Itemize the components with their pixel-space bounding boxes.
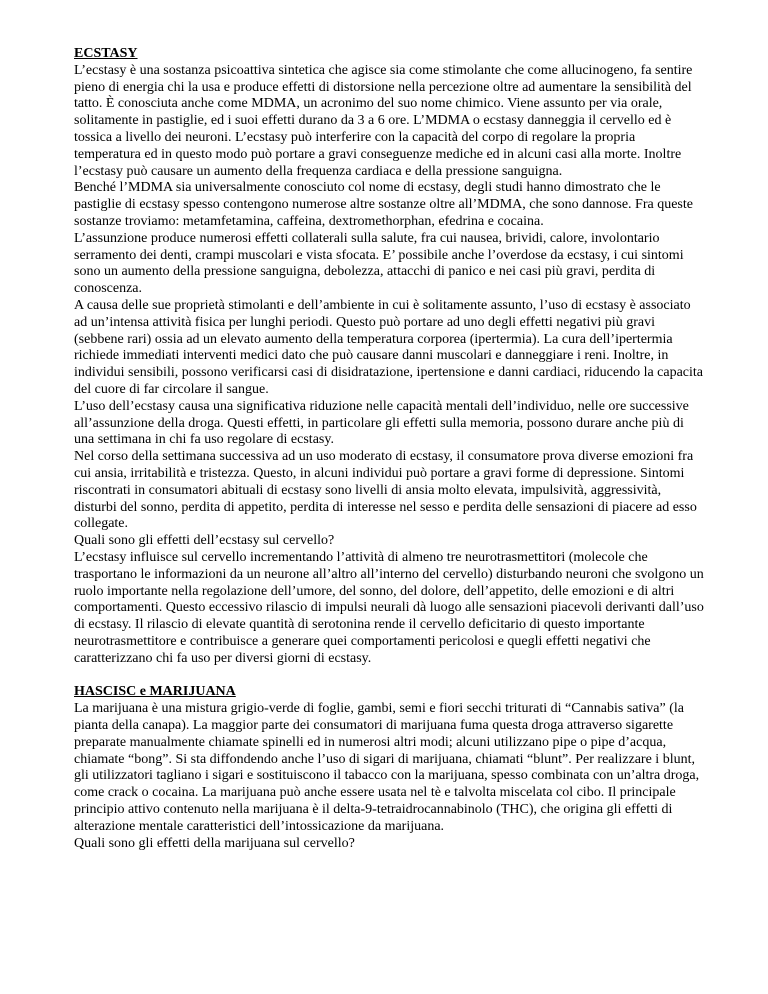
paragraph: L’assunzione produce numerosi effetti collaterali sulla salute, fra cui nausea, brividi, calore, involontario serramento dei denti, crampi muscolari e vista sfocata. E’ possibile anche l’overdose da ecstasy, i cui sintomi sono un aumento della pressione sanguigna, debolezza, attacchi di panico e nei casi più gravi, perdita di conoscenza. (74, 230, 684, 297)
paragraph: L’ecstasy influisce sul cervello incrementando l’attività di almeno tre neurotrasmettitori (molecole che trasportano le informazioni da un neurone all’altro all’interno del cervello) disturbando neuroni che svolgono un ruolo importante nella regolazione dell’umore, del sonno, del dolore, dell’appetito, delle emozioni e di altri comportamenti. Questo eccessivo rilascio di impulsi neurali dà luogo alle sensazioni piacevoli derivanti dall’uso di ecstasy. Il rilascio di elevate quantità di serotonina rende il cervello deficitario di questo importante neurotrasmettitore e contribuisce a generare quei comportamenti pericolosi e quegli effetti negativi che caratterizzano chi fa uso per diversi giorni di ecstasy. (74, 549, 704, 666)
paragraph: La marijuana è una mistura grigio-verde di foglie, gambi, semi e fiori secchi triturati di “Cannabis sativa” (la pianta della canapa). La maggior parte dei consumatori di marijuana fuma questa droga attraverso sigarette preparate manualmente chiamate spinelli ed in numerosi altri modi; alcuni utilizzano pipe o pipe d’acqua, chiamate “bong”. Si sta diffondendo anche l’uso di sigari di marijuana, chiamati “blunt”. Per realizzare i blunt, gli utilizzatori tagliano i sigari e sostituiscono il tabacco con la marijuana, spesso combinata con un’altra droga, come crack o cocaina. La marijuana può anche essere usata nel tè e talvolta miscelata col cibo. Il principale principio attivo contenuto nella marijuana è il delta-9-tetraidrocannabinolo (THC), che origina gli effetti di alterazione mentale caratteristici dell’intossicazione da marijuana. (74, 701, 700, 834)
paragraph: L’uso dell’ecstasy causa una significativa riduzione nelle capacità mentali dell’individuo, nelle ore successive all’assunzione della droga. Questi effetti, in particolare gli effetti sulla memoria, possono durare anche più di una settimana in chi fa uso regolare di ecstasy. (74, 398, 689, 448)
paragraph: L’ecstasy è una sostanza psicoattiva sintetica che agisce sia come stimolante che come allucinogeno, fa sentire pieno di energia chi la usa e produce effetti di distorsione nella percezione oltre ad aumentare la sensibilità del tatto. È conosciuta anche come MDMA, un acronimo del suo nome chimico. Viene assunto per via orale, solitamente in pastiglie, ed i suoi effetti durano da 3 a 6 ore. L’MDMA o ecstasy danneggia il cervello ed è tossica a livello dei neuroni. L’ecstasy può interferire con la capacità del corpo di regolare la propria temperatura ed in questo modo può portare a gravi conseguenze mediche ed in alcuni casi alla morte. Inoltre l’ecstasy può causare un aumento della frequenza cardiaca e della pressione sanguigna. (74, 62, 693, 179)
question-heading: Quali sono gli effetti dell’ecstasy sul cervello? (74, 533, 335, 549)
section-spacer (74, 667, 704, 684)
paragraph: Nel corso della settimana successiva ad un uso moderato di ecstasy, il consumatore prova diverse emozioni fra cui ansia, irritabilità e tristezza. Questo, in alcuni individui può portare a gravi forme di depressione. Sintomi riscontrati in consumatori abituali di ecstasy sono livelli di ansia molto elevata, impulsività, aggressività, disturbi del sonno, perdita di appetito, perdita di interesse nel sesso e perdita delle sensazioni di piacere ad esso collegate. (74, 449, 697, 532)
section-ecstasy (74, 46, 704, 667)
section-title-ecstasy: ECSTASY (74, 46, 138, 61)
question-heading: Quali sono gli effetti della marijuana sul cervello? (74, 835, 355, 851)
document-page (74, 46, 704, 852)
section-marijuana (74, 684, 704, 852)
paragraph: Benché l’MDMA sia universalmente conosciuto col nome di ecstasy, degli studi hanno dimostrato che le pastiglie di ecstasy spesso contengono numerose altre sostanze oltre all’MDMA, che sono dannose. Fra queste sostanze troviamo: metamfetamina, caffeina, dextromethorphan, efedrina e cocaina. (74, 180, 693, 229)
paragraph: A causa delle sue proprietà stimolanti e dell’ambiente in cui è solitamente assunto, l’uso di ecstasy è associato ad un’intensa attività fisica per lunghi periodi. Questo può portare ad uno degli effetti negativi più gravi (sebbene rari) ossia ad un elevato aumento della temperatura corporea (ipertermia). La cura dell’ipertermia richiede immediati interventi medici dato che può causare danni muscolari e danneggiare i reni. Inoltre, in individui sensibili, possono verificarsi casi di disidratazione, ipertensione e danni cardiaci, riducendo la capacita del cuore di far circolare il sangue. (74, 297, 704, 397)
section-title-marijuana: HASCISC e MARIJUANA (74, 684, 236, 700)
